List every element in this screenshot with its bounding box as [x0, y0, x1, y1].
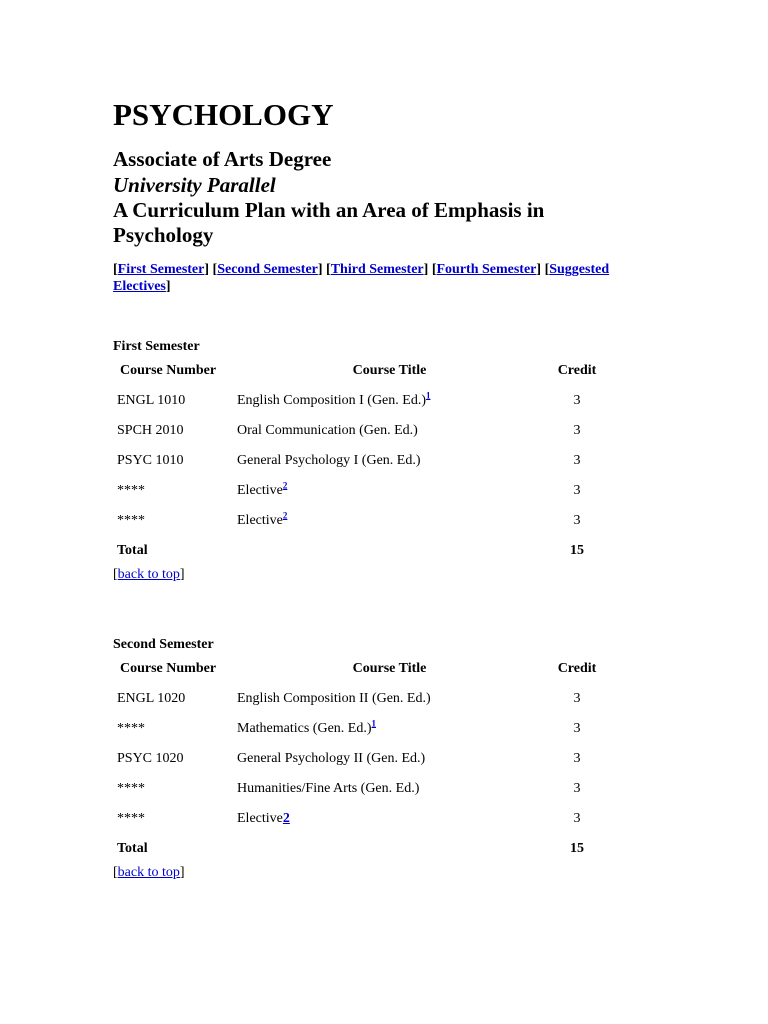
course-number: PSYC 1020 — [117, 751, 184, 766]
course-credit: 3 — [573, 513, 581, 528]
course-credit: 3 — [573, 691, 581, 706]
footnote-link[interactable]: 2 — [282, 510, 288, 521]
table-row — [113, 416, 608, 446]
course-number: SPCH 2010 — [117, 423, 184, 438]
header-course-title: Course Title — [352, 363, 427, 378]
total-credit: 15 — [570, 841, 584, 856]
course-title-cell — [233, 804, 546, 834]
course-table — [113, 356, 608, 566]
total-credit: 15 — [570, 543, 584, 558]
header-credit: Credit — [557, 363, 597, 378]
course-credit: 3 — [573, 453, 581, 468]
course-number: **** — [117, 483, 145, 498]
header-credit: Credit — [557, 661, 597, 676]
course-title: Oral Communication (Gen. Ed.) — [237, 423, 418, 438]
nav-link-first-semester[interactable]: First Semester — [117, 262, 205, 277]
track-title: University Parallel — [113, 173, 276, 197]
course-title: General Psychology I (Gen. Ed.) — [237, 453, 421, 468]
course-title: English Composition II (Gen. Ed.) — [237, 691, 431, 706]
course-title-cell — [233, 386, 546, 416]
table-row — [113, 476, 608, 506]
course-table — [113, 654, 608, 864]
semester-nav: [First Semester] [Second Semester] [Third Semester] [Fourth Semester] [Suggested Electives] — [113, 262, 610, 294]
document-header — [113, 96, 673, 295]
page-title: PSYCHOLOGY — [113, 97, 334, 132]
total-spacer — [233, 536, 546, 566]
table-row — [113, 684, 608, 714]
total-row — [113, 536, 608, 566]
first-semester-section — [113, 338, 608, 584]
course-credit: 3 — [573, 483, 581, 498]
semester-heading: First Semester — [113, 339, 200, 354]
footnote-link[interactable]: 1 — [426, 390, 431, 401]
table-row — [113, 804, 608, 834]
course-credit: 3 — [573, 781, 581, 796]
back-to-top: [back to top] — [113, 865, 185, 880]
course-credit: 3 — [573, 423, 581, 438]
total-label: Total — [117, 841, 148, 856]
total-label: Total — [117, 543, 148, 558]
course-title: Elective — [237, 811, 283, 826]
nav-link-third-semester[interactable]: Third Semester — [330, 262, 424, 277]
semester-heading: Second Semester — [113, 637, 214, 652]
course-title: Elective — [237, 513, 283, 528]
course-number: **** — [117, 513, 145, 528]
footnote-link[interactable]: 2 — [282, 480, 288, 491]
course-number: ENGL 1010 — [117, 393, 186, 408]
back-to-top: [back to top] — [113, 567, 185, 582]
course-credit: 3 — [573, 393, 581, 408]
second-semester-section — [113, 636, 608, 882]
table-row — [113, 386, 608, 416]
course-title: Elective — [237, 483, 283, 498]
course-credit: 3 — [573, 751, 581, 766]
course-credit: 3 — [573, 811, 581, 826]
course-number: **** — [117, 781, 145, 796]
back-to-top-link[interactable]: back to top — [117, 865, 180, 880]
course-number: **** — [117, 721, 145, 736]
course-title: Mathematics (Gen. Ed.) — [237, 721, 372, 736]
table-row — [113, 714, 608, 744]
table-row — [113, 506, 608, 536]
nav-link-fourth-semester[interactable]: Fourth Semester — [436, 262, 537, 277]
header-course-title: Course Title — [352, 661, 427, 676]
total-row — [113, 834, 608, 864]
table-header-row — [113, 654, 608, 684]
header-course-number: Course Number — [120, 661, 217, 676]
course-number: PSYC 1010 — [117, 453, 184, 468]
course-title: General Psychology II (Gen. Ed.) — [237, 751, 426, 766]
footnote-link[interactable]: 1 — [371, 718, 377, 729]
degree-title: Associate of Arts Degree — [113, 147, 332, 171]
course-number: ENGL 1020 — [117, 691, 186, 706]
table-row — [113, 446, 608, 476]
course-number: **** — [117, 811, 145, 826]
course-title-cell — [233, 476, 546, 506]
total-spacer — [233, 834, 546, 864]
table-header-row — [113, 356, 608, 386]
plan-title: A Curriculum Plan with an Area of Emphasis in Psychology — [113, 198, 545, 247]
course-title: Humanities/Fine Arts (Gen. Ed.) — [237, 781, 420, 796]
footnote-link[interactable]: 2 — [282, 811, 290, 826]
table-row — [113, 744, 608, 774]
course-title-cell — [233, 714, 546, 744]
table-row — [113, 774, 608, 804]
course-title-cell — [233, 506, 546, 536]
header-course-number: Course Number — [120, 363, 217, 378]
nav-link-second-semester[interactable]: Second Semester — [217, 262, 318, 277]
course-title: English Composition I (Gen. Ed.) — [237, 393, 426, 408]
course-credit: 3 — [573, 721, 581, 736]
nav-link-suggested-electives[interactable]: Suggested Electives — [113, 262, 610, 294]
back-to-top-link[interactable]: back to top — [117, 567, 180, 582]
